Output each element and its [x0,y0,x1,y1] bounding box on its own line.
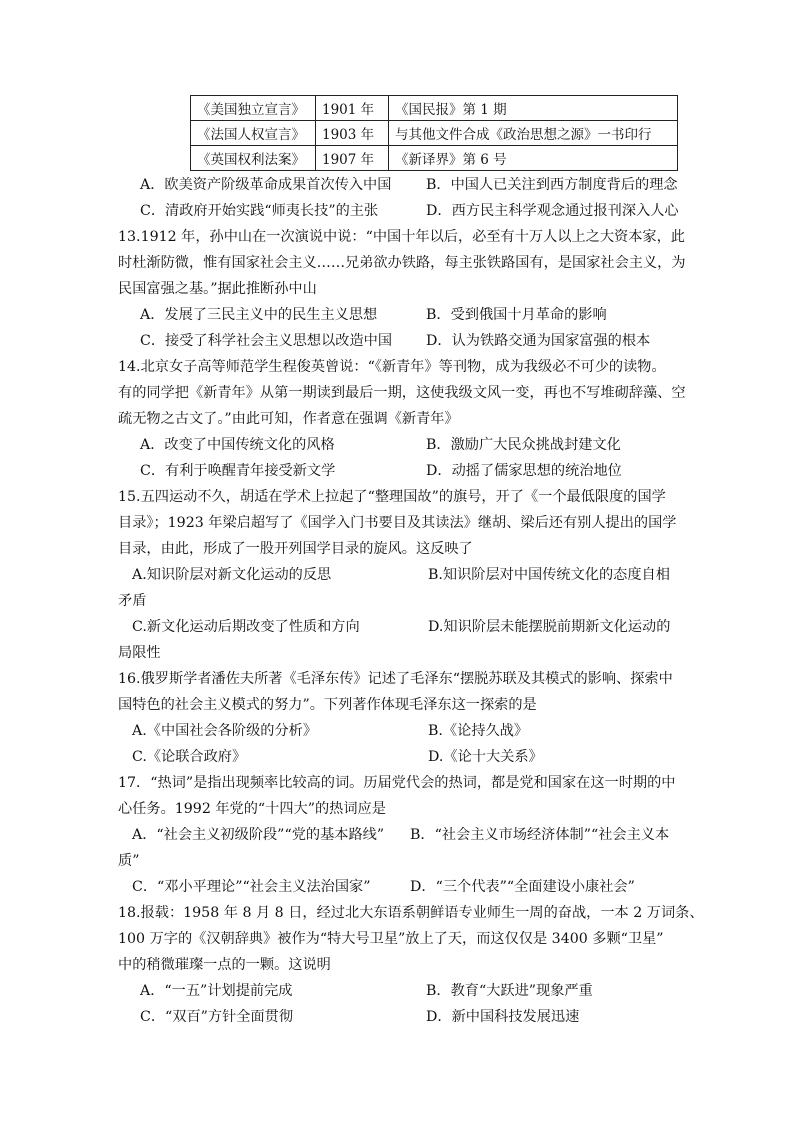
q18-stem-line: 100 万字的《汉朝辞典》被作为“特大号卫星”放上了天，而这仅仅是 3400 多颗“卫星” [118,931,664,947]
q14-option-c: C．有利于唤醒青年接受新文学 [140,463,336,479]
q17-option-d: D．“三个代表”“全面建设小康社会” [410,879,635,895]
table-cell: 与其他文件合成《政治思想之源》一书印行 [389,121,678,146]
q13-option-a: A．发展了三民主义中的民生主义思想 [140,307,378,323]
q13-option-b: B．受到俄国十月革命的影响 [426,307,607,323]
table-cell: 《英国权利法案》 [191,146,316,171]
table-cell: 《国民报》第 1 期 [389,96,678,121]
table-cell: 《美国独立宣言》 [191,96,316,121]
q17-option-a: A．“社会主义初级阶段”“党的基本路线” [132,827,385,843]
q18-option-b: B．教育“大跃进”现象严重 [426,983,593,999]
q13-stem-line: 时杜渐防微，惟有国家社会主义……兄弟欲办铁路，每主张铁路国有，是国家社会主义，为 [118,255,686,271]
table-row [191,96,678,121]
table-cell: 《新译界》第 6 号 [389,146,678,171]
q15-option-d: D.知识阶层未能摆脱前期新文化运动的 [428,619,671,635]
q15-option-c: C.新文化运动后期改变了性质和方向 [132,619,360,635]
table-cell: 1903 年 [316,121,389,146]
q17-stem-line: 17．“热词”是指出现频率比较高的词。历届党代会的热词，都是党和国家在这一时期的中 [118,775,676,791]
q15-option-d-continued: 局限性 [118,645,161,661]
q18-option-d: D．新中国科技发展迅速 [426,1009,580,1025]
q13-option-d: D．认为铁路交通为国家富强的根本 [426,333,651,349]
q16-stem-line: 国特色的社会主义模式的努力”。下列著作体现毛泽东这一探索的是 [118,697,537,713]
q18-option-c: C．“双百”方针全面贯彻 [140,1009,294,1025]
q18-stem-line: 18.报载：1958 年 8 月 8 日，经过北大东语系朝鲜语专业师生一周的奋战，一本 2 万词条、 [118,905,704,921]
q14-option-a: A．改变了中国传统文化的风格 [140,437,335,453]
q17-option-b: B．“社会主义市场经济体制”“社会主义本 [410,827,670,843]
q18-stem-line: 中的稍微璀璨一点的一颗。这说明 [118,957,331,973]
q15-option-b-continued: 矛盾 [118,593,147,609]
q18-option-a: A．“一五”计划提前完成 [140,983,293,999]
q13-option-c: C．接受了科学社会主义思想以改造中国 [140,333,393,349]
q14-stem-line: 疏无物之古文了。”由此可知，作者意在强调《新青年》 [118,411,459,427]
q15-option-a: A.知识阶层对新文化运动的反思 [132,567,332,583]
q14-stem-line: 14.北京女子高等师范学生程俊英曾说：“《新青年》等刊物，成为我级必不可少的读物。 [118,359,666,375]
q16-option-b: B.《论持久战》 [428,723,529,739]
q12-option-a: A．欧美资产阶级革命成果首次传入中国 [140,177,392,193]
q17-option-b-continued: 质” [118,853,140,869]
q17-option-c: C．“邓小平理论”“社会主义法治国家” [132,879,371,895]
q12-option-c: C．清政府开始实践“师夷长技”的主张 [140,203,379,219]
q15-stem-line: 目录》；1923 年梁启超写了《国学入门书要目及其读法》继胡、梁后还有别人提出的国学 [118,515,677,531]
q12-option-d: D．西方民主科学观念通过报刊深入人心 [426,203,679,219]
table-cell: 1901 年 [316,96,389,121]
q13-stem-line: 民国富强之基。”据此推断孙中山 [118,281,317,297]
q15-stem-line: 目录，由此，形成了一股开列国学目录的旋风。这反映了 [118,541,473,557]
table-row [191,146,678,171]
q14-option-b: B．激励广大民众挑战封建文化 [426,437,621,453]
q16-option-c: C.《论联合政府》 [132,749,247,765]
source-table [190,95,678,171]
q17-stem-line: 心任务。1992 年党的“十四大”的热词应是 [118,801,386,817]
q16-stem-line: 16.俄罗斯学者潘佐夫所著《毛泽东传》记述了毛泽东“摆脱苏联及其模式的影响、探索中 [118,671,673,687]
q15-stem-line: 15.五四运动不久，胡适在学术上拉起了“整理国故”的旗号，开了《一个最低限度的国学 [118,489,666,505]
q12-option-b: B．中国人已关注到西方制度背后的理念 [426,177,678,193]
q14-stem-line: 有的同学把《新青年》从第一期读到最后一期，这使我级文风一变，再也不写堆砌辞藻、空 [118,385,686,401]
q16-option-a: A.《中国社会各阶级的分析》 [132,723,318,739]
q15-option-b: B.知识阶层对中国传统文化的态度自相 [428,567,670,583]
q16-option-d: D.《论十大关系》 [428,749,543,765]
q13-stem-line: 13.1912 年，孙中山在一次演说中说：“中国十年以后，必至有十万人以上之大资本家，此 [118,229,685,245]
q14-option-d: D．动摇了儒家思想的统治地位 [426,463,622,479]
table-cell: 《法国人权宣言》 [191,121,316,146]
table-cell: 1907 年 [316,146,389,171]
table-row [191,121,678,146]
